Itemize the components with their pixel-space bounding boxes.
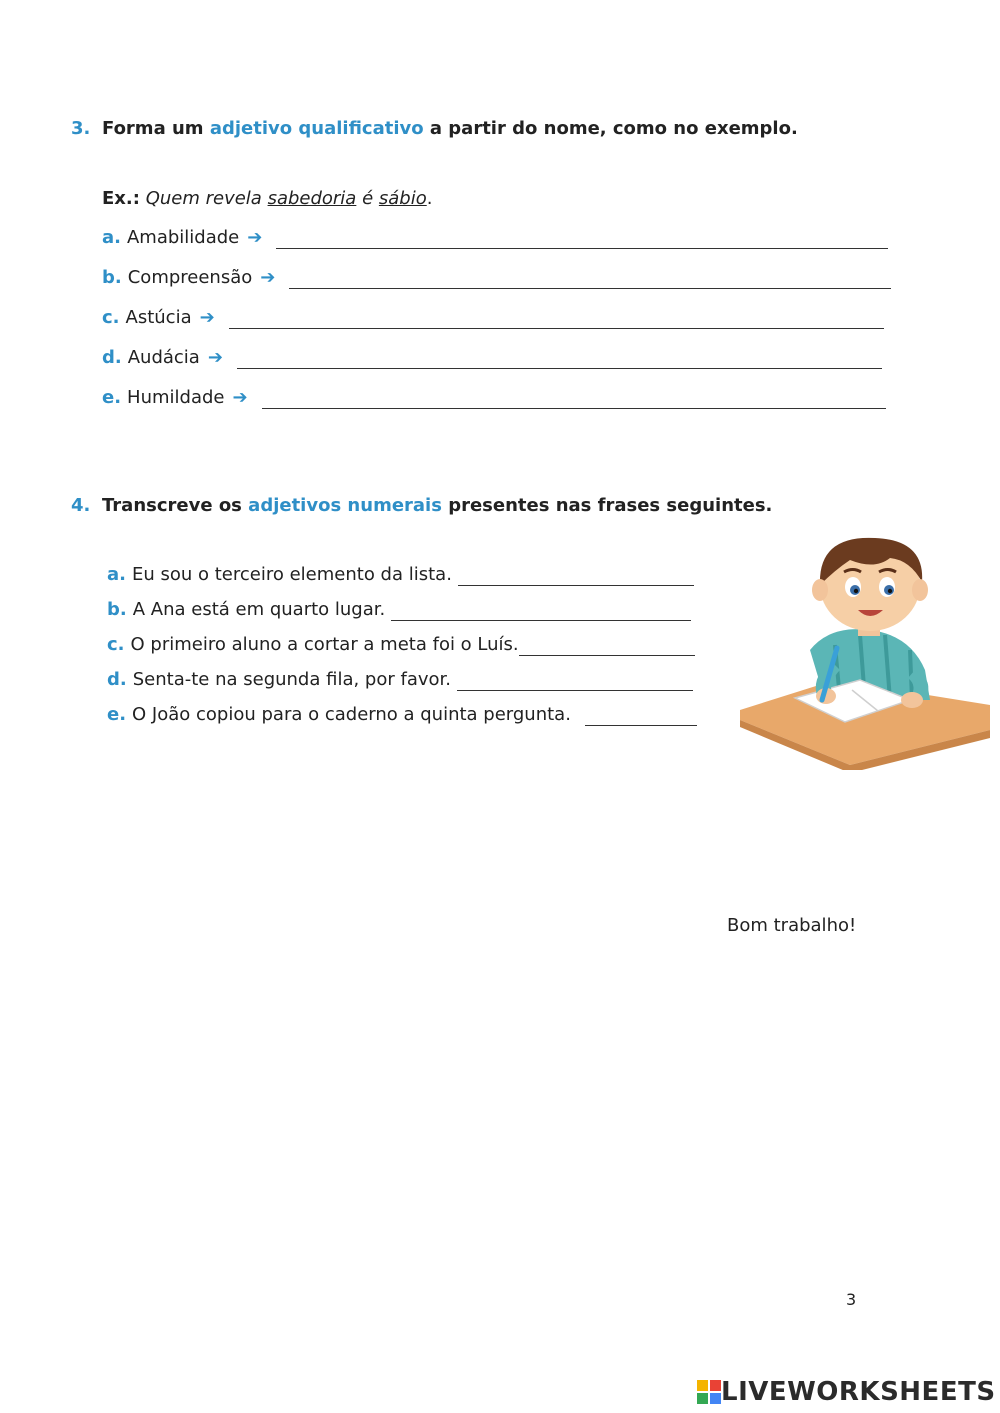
q3-item-c <box>102 307 884 329</box>
answer-input-b[interactable] <box>289 268 891 289</box>
arrow-right-icon: ➔ <box>247 227 263 248</box>
q4-item-e <box>107 704 697 726</box>
item-word: Humildade <box>127 387 225 408</box>
closing-text: Bom trabalho! <box>727 915 857 936</box>
answer-input-4b[interactable] <box>391 600 691 621</box>
item-word: Compreensão <box>127 267 253 288</box>
item-sentence: Senta-te na segunda fila, por favor. <box>132 669 451 690</box>
logo-text: LIVEWORKSHEETS <box>721 1377 996 1407</box>
q3-title <box>71 118 798 139</box>
arrow-right-icon: ➔ <box>207 347 223 368</box>
answer-input-4c[interactable] <box>519 635 695 656</box>
q4-title-text: Transcreve os <box>102 495 249 516</box>
item-sentence: A Ana está em quarto lugar. <box>132 599 386 620</box>
arrow-right-icon: ➔ <box>232 387 248 408</box>
answer-input-4d[interactable] <box>457 670 693 691</box>
answer-input-e[interactable] <box>262 388 886 409</box>
item-sentence: Eu sou o terceiro elemento da lista. <box>131 564 452 585</box>
item-letter: c. <box>107 634 125 655</box>
item-sentence: O primeiro aluno a cortar a meta foi o Luís. <box>130 634 519 655</box>
example-text-mid: é <box>356 188 379 209</box>
item-sentence: O João copiou para o caderno a quinta pergunta. <box>132 704 571 725</box>
item-word: Amabilidade <box>126 227 240 248</box>
item-letter: b. <box>102 267 122 288</box>
item-letter: d. <box>107 669 127 690</box>
q4-title <box>71 495 772 516</box>
q4-title-highlight: adjetivos numerais <box>248 495 442 516</box>
q3-item-e <box>102 387 886 409</box>
answer-input-4e[interactable] <box>585 705 697 726</box>
item-word: Audácia <box>127 347 200 368</box>
answer-input-c[interactable] <box>229 308 884 329</box>
item-letter: b. <box>107 599 127 620</box>
item-letter: d. <box>102 347 122 368</box>
arrow-right-icon: ➔ <box>199 307 215 328</box>
q3-item-b <box>102 267 891 289</box>
arrow-right-icon: ➔ <box>260 267 276 288</box>
q3-item-d <box>102 347 882 369</box>
q4-item-c <box>107 634 695 656</box>
q4-number: 4. <box>71 495 91 516</box>
answer-input-4a[interactable] <box>458 565 694 586</box>
example-end: . <box>426 188 433 209</box>
example-prefix: Ex.: <box>102 188 140 209</box>
q4-item-a <box>107 564 694 586</box>
example-adjective: sábio <box>378 188 427 209</box>
answer-input-d[interactable] <box>237 348 882 369</box>
example-text: Quem revela <box>145 188 268 209</box>
liveworksheets-logo <box>697 1377 996 1407</box>
liveworksheets-logo-icon <box>697 1380 721 1404</box>
answer-input-a[interactable] <box>276 228 888 249</box>
item-letter: a. <box>102 227 121 248</box>
q3-item-a <box>102 227 888 249</box>
q4-title-text-end: presentes nas frases seguintes. <box>441 495 773 516</box>
item-letter: a. <box>107 564 126 585</box>
q3-number: 3. <box>71 118 91 139</box>
q3-title-highlight: adjetivo qualificativo <box>209 118 424 139</box>
q3-title-text: Forma um <box>102 118 210 139</box>
q4-item-b <box>107 599 691 621</box>
example-noun: sabedoria <box>267 188 357 209</box>
item-letter: e. <box>102 387 122 408</box>
q3-title-text-end: a partir do nome, como no exemplo. <box>423 118 798 139</box>
boy-writing-icon <box>740 530 990 770</box>
item-letter: e. <box>107 704 127 725</box>
q4-item-d <box>107 669 693 691</box>
item-word: Astúcia <box>125 307 192 328</box>
q3-example <box>102 188 432 209</box>
page-number: 3 <box>846 1290 857 1309</box>
item-letter: c. <box>102 307 120 328</box>
